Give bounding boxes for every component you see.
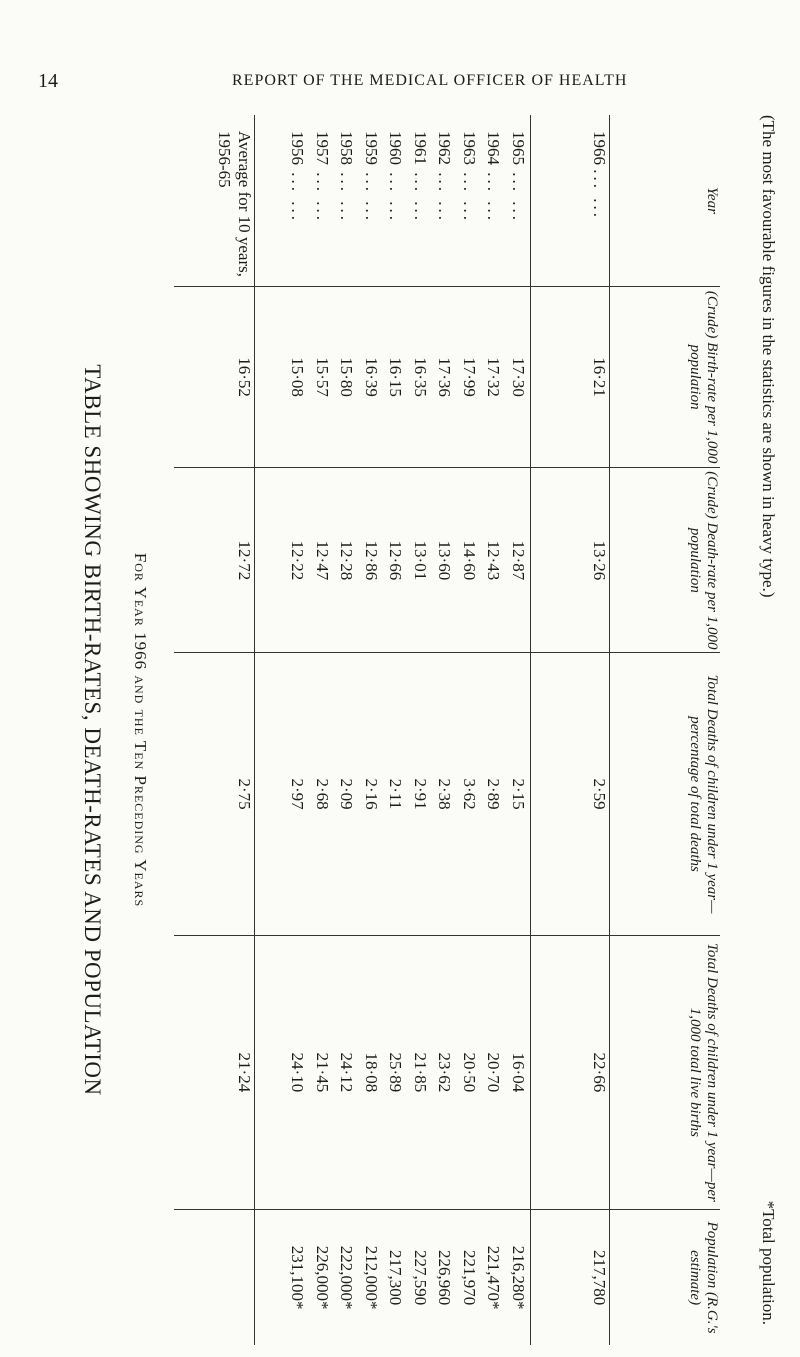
leader-dots: ... ... [435, 165, 455, 223]
row-death-rate-value: 14·60 [460, 540, 479, 581]
average-row [174, 115, 255, 1345]
current-infant-pct: 2·59 [531, 653, 610, 935]
row-population-value: 231,100* [288, 1245, 308, 1310]
row-infant-rate-value: 20·70 [484, 1052, 504, 1093]
row-population-value: 216,280* [509, 1245, 528, 1310]
header-year: Year [610, 115, 721, 286]
row-year-value: 1957 ... ... [313, 131, 332, 223]
current-year-cell [531, 115, 610, 286]
table-title: TABLE SHOWING BIRTH-RATES, DEATH-RATES AND POPULATION [80, 364, 105, 1096]
row-year-value: 1958 ... ... [337, 131, 357, 223]
leader-dots: ... ... [509, 165, 528, 223]
current-death-rate: 13·26 [531, 468, 610, 653]
leader-dots: ... ... [590, 169, 609, 220]
row-infant-rate-value: 23·62 [435, 1052, 455, 1093]
row-infant-pct-value: 2·16 [362, 778, 381, 810]
row-infant-rate-value: 16·04 [509, 1052, 528, 1093]
infant-pct-column [255, 653, 531, 935]
row-birth-rate-value: 17·32 [484, 357, 504, 397]
row-infant-pct-value: 2·38 [435, 778, 455, 810]
row-year-value: 1963 ... ... [460, 131, 479, 223]
row-infant-pct-value: 3·62 [460, 778, 479, 810]
death-rate-column [255, 468, 531, 653]
table-subtitle: For Year 1966 and the Ten Preceding Years [131, 552, 150, 908]
row-infant-rate-value: 18·08 [362, 1052, 381, 1093]
row-year-value: 1959 ... ... [362, 131, 381, 223]
row-year-value: 1965 ... ... [509, 131, 528, 223]
row-infant-rate-value: 24·10 [288, 1052, 308, 1093]
row-year-value: 1961 ... ... [411, 131, 430, 223]
current-population: 217,780 [531, 1210, 610, 1345]
row-year-value: 1960 ... ... [386, 131, 406, 223]
average-label: Average for 10 years, 1956-65 [174, 115, 255, 286]
average-infant-rate: 21·24 [174, 935, 255, 1210]
row-infant-pct-value: 2·97 [288, 778, 308, 810]
row-population-value: 221,970 [460, 1249, 479, 1306]
current-year-row [531, 115, 610, 1345]
leader-dots: ... ... [362, 165, 381, 223]
row-population-value: 221,470* [484, 1245, 504, 1310]
rotated-table-region [40, 115, 778, 1345]
row-infant-pct-value: 2·89 [484, 778, 504, 810]
current-infant-rate: 22·66 [531, 935, 610, 1210]
leader-dots: ... ... [313, 165, 332, 223]
footnote-total-population: *Total population. [759, 1200, 778, 1325]
row-population-value: 222,000* [337, 1245, 357, 1310]
header-row [610, 115, 721, 1345]
row-infant-rate-value: 25·89 [386, 1052, 406, 1093]
row-death-rate-value: 12·22 [288, 540, 308, 581]
row-infant-rate-value: 20·50 [460, 1052, 479, 1093]
leader-dots: ... ... [411, 165, 430, 223]
birth-rate-column [255, 286, 531, 467]
row-population-value: 227,590 [411, 1249, 430, 1306]
current-birth-rate: 16·21 [531, 286, 610, 467]
row-infant-pct-value: 2·11 [386, 778, 406, 810]
row-birth-rate-value: 17·36 [435, 357, 455, 397]
row-birth-rate-value: 15·57 [313, 357, 332, 397]
row-infant-rate-value: 21·45 [313, 1052, 332, 1093]
row-birth-rate-value: 17·30 [509, 357, 528, 397]
row-birth-rate-value: 15·08 [288, 357, 308, 397]
leader-dots: ... ... [460, 165, 479, 223]
row-death-rate-value: 13·01 [411, 540, 430, 581]
row-birth-rate-value: 16·15 [386, 357, 406, 397]
footnote-heavy-type: (The most favourable figures in the statistics are shown in heavy type.) [759, 115, 778, 598]
header-birth-rate: (Crude) Birth-rate per 1,000 population [610, 286, 721, 467]
row-death-rate-value: 12·66 [386, 540, 406, 581]
row-infant-rate-value: 24·12 [337, 1052, 357, 1093]
average-birth-rate: 16·52 [174, 286, 255, 467]
row-year-value: 1964 ... ... [484, 131, 504, 223]
average-infant-pct: 2·75 [174, 653, 255, 935]
row-death-rate-value: 12·47 [313, 540, 332, 581]
preceding-years-block [255, 115, 531, 1345]
row-death-rate-value: 12·87 [509, 540, 528, 581]
running-head: REPORT OF THE MEDICAL OFFICER OF HEALTH [232, 72, 628, 89]
row-infant-pct-value: 2·15 [509, 778, 528, 810]
row-birth-rate-value: 17·99 [460, 357, 479, 397]
leader-dots: ... ... [386, 165, 406, 223]
row-infant-pct-value: 2·68 [313, 778, 332, 810]
header-death-rate: (Crude) Death-rate per 1,000 population [610, 468, 721, 653]
row-infant-pct-value: 2·09 [337, 778, 357, 810]
header-population: Population (R.G.'s estimate) [610, 1210, 721, 1345]
page-number: 14 [38, 70, 58, 92]
average-population [174, 1210, 255, 1345]
row-death-rate-value: 12·86 [362, 540, 381, 581]
row-year-value: 1962 ... ... [435, 131, 455, 223]
header-infant-rate: Total Deaths of children under 1 year—per 1,000 total live births [610, 935, 721, 1210]
row-death-rate-value: 12·28 [337, 540, 357, 581]
row-population-value: 212,000* [362, 1245, 381, 1310]
statistics-table [174, 115, 720, 1345]
average-death-rate: 12·72 [174, 468, 255, 653]
row-population-value: 226,960 [435, 1249, 455, 1306]
row-birth-rate-value: 16·35 [411, 357, 430, 397]
row-death-rate-value: 13·60 [435, 540, 455, 581]
row-birth-rate-value: 16·39 [362, 357, 381, 397]
leader-dots: ... ... [484, 165, 504, 223]
row-population-value: 217,300 [386, 1249, 406, 1306]
infant-rate-column [255, 935, 531, 1210]
current-year: 1966 [590, 131, 609, 165]
years-column [255, 115, 531, 286]
row-birth-rate-value: 15·80 [337, 357, 357, 397]
header-infant-pct: Total Deaths of children under 1 year—percentage of total deaths [610, 653, 721, 935]
row-year-value: 1956 ... ... [288, 131, 308, 223]
row-death-rate-value: 12·43 [484, 540, 504, 581]
leader-dots: ... ... [337, 165, 357, 223]
row-population-value: 226,000* [313, 1245, 332, 1310]
row-infant-rate-value: 21·85 [411, 1052, 430, 1093]
row-infant-pct-value: 2·91 [411, 778, 430, 810]
leader-dots: ... ... [288, 165, 308, 223]
population-column [255, 1210, 531, 1345]
